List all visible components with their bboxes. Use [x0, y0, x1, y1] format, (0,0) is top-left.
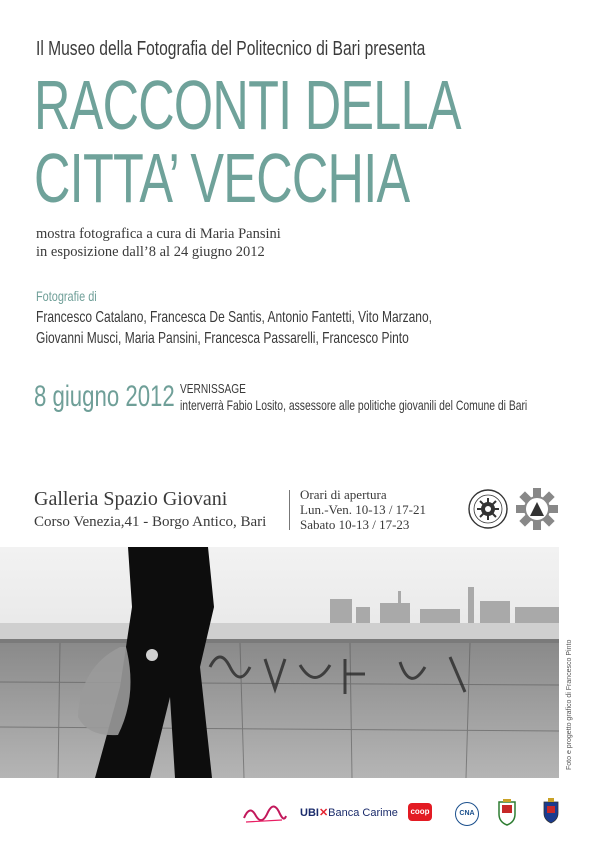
banca-label: Banca Carime: [328, 807, 398, 819]
ubi-mark-icon: ✕: [318, 807, 329, 819]
hours-label: Orari di apertura: [300, 487, 387, 502]
photographers-label: Fotografie di: [36, 288, 97, 304]
cna-label: CNA: [459, 810, 475, 817]
crest-province-icon: [542, 798, 560, 824]
divider: [289, 490, 290, 530]
vernissage-text: interverrà Fabio Losito, assessore alle politiche giovanili del Comune di Bari: [180, 397, 528, 413]
presenter-line: Il Museo della Fotografia del Politecnico di Bari presenta: [36, 38, 426, 60]
politecnico-gear-icon: [514, 486, 560, 532]
subtitle-line-2: in esposizione dall’8 al 24 giugno 2012: [36, 244, 265, 260]
venue-name: Galleria Spazio Giovani: [34, 488, 228, 510]
photographers-line-2: Giovanni Musci, Maria Pansini, Francesca Passarelli, Francesco Pinto: [36, 330, 409, 347]
title-line-2: CITTA’ VECCHIA: [34, 139, 410, 217]
sponsor-coop: [408, 803, 432, 821]
title-line-1: RACCONTI DELLA: [34, 66, 461, 144]
sponsor-ubi-banca: [300, 806, 398, 820]
hours-saturday: Sabato 10-13 / 17-23: [300, 517, 410, 532]
vernissage-label: VERNISSAGE: [180, 381, 246, 396]
sponsor-script-logo-icon: [242, 800, 288, 826]
photo-credit: Foto e progetto grafico di Francesco Pinto: [566, 639, 573, 770]
crest-bari-icon: [496, 798, 518, 826]
subtitle-line-1: mostra fotografica a cura di Maria Pansini: [36, 226, 281, 242]
photographers-line-1: Francesco Catalano, Francesca De Santis, Antonio Fantetti, Vito Marzano,: [36, 309, 432, 326]
coop-label: coop: [410, 807, 430, 816]
street-photo: [0, 547, 559, 778]
sponsor-cna: [455, 802, 479, 826]
museum-seal-icon: [468, 489, 508, 529]
ubi-label: UBI: [300, 807, 319, 819]
venue-address: Corso Venezia,41 - Borgo Antico, Bari: [34, 514, 267, 530]
vernissage-date: 8 giugno 2012: [34, 380, 175, 413]
hours-weekdays: Lun.-Ven. 10-13 / 17-21: [300, 502, 427, 517]
